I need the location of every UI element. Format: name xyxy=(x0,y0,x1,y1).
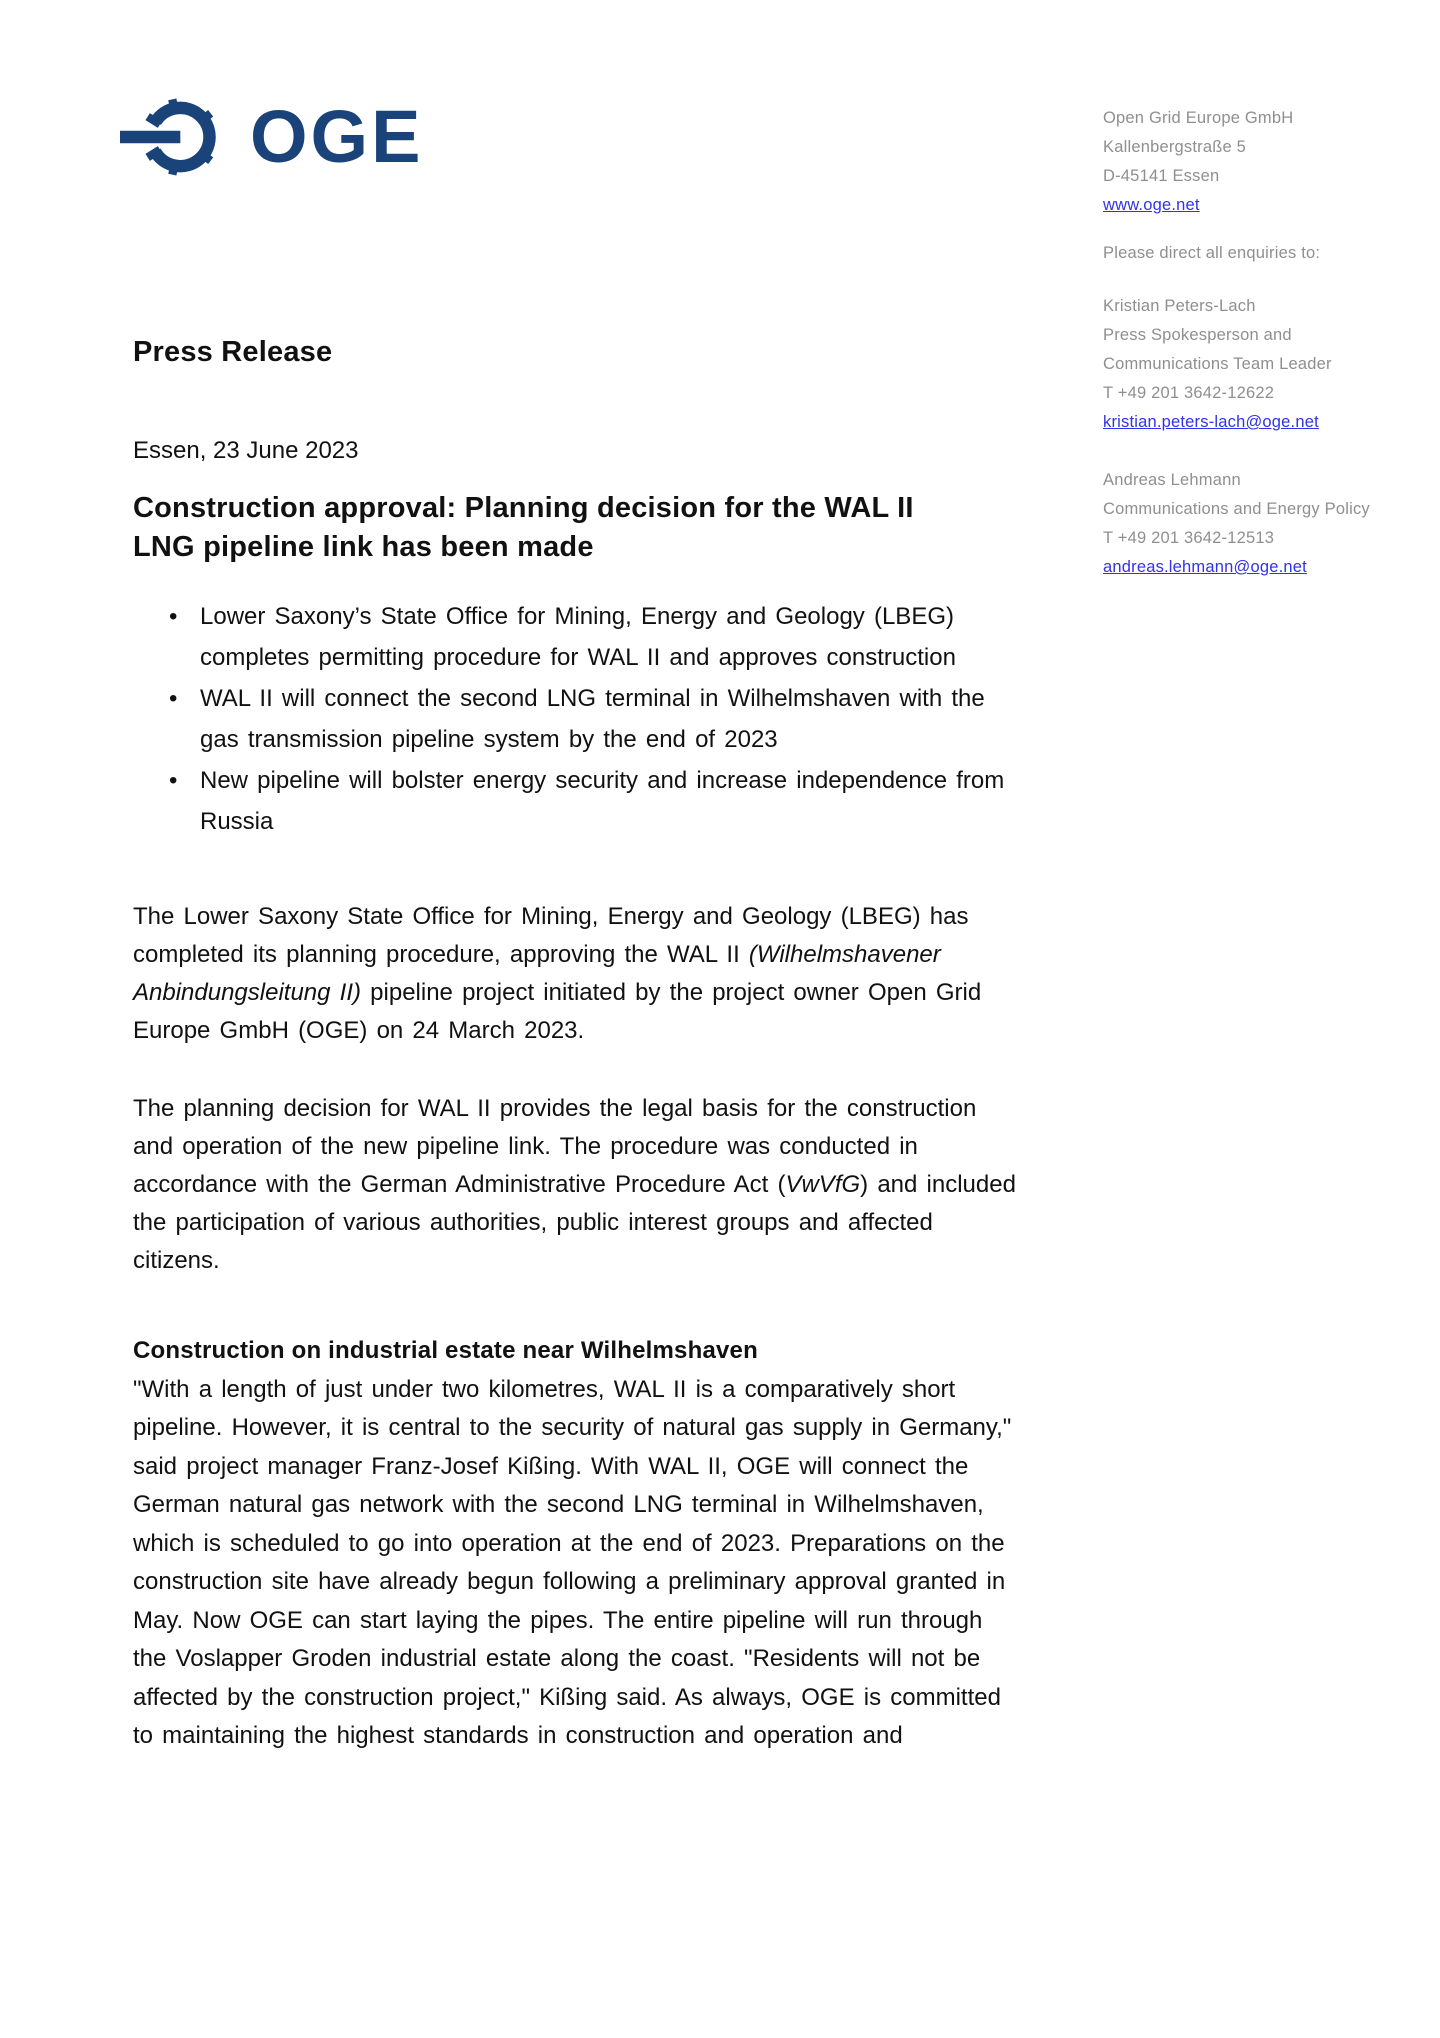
contact1-role-line2: Communications Team Leader xyxy=(1103,355,1332,373)
paragraph-text: The Lower Saxony State Office for Mining, Energy and Geology (LBEG) has completed its planning procedure, approving the WAL II xyxy=(133,903,969,968)
paragraph-italic-text: VwVfG xyxy=(785,1171,861,1198)
paragraph-legal-basis xyxy=(133,1090,1021,1280)
bullet-text: WAL II will connect the second LNG terminal in Wilhelmshaven with the gas transmission pipeline system by the end of 2023 xyxy=(200,685,985,753)
headline xyxy=(133,489,914,567)
company-name: Open Grid Europe GmbH xyxy=(1103,109,1294,127)
headline-line-1: Construction approval: Planning decision for the WAL II xyxy=(133,492,914,524)
oge-logo xyxy=(120,92,423,182)
oge-logo-icon xyxy=(120,92,224,182)
contact1-phone: T +49 201 3642-12622 xyxy=(1103,384,1275,402)
contact2-email-link[interactable]: andreas.lehmann@oge.net xyxy=(1103,558,1307,576)
bullet-text: New pipeline will bolster energy security and increase independence from Russia xyxy=(200,767,1005,835)
bullet-item xyxy=(133,596,1013,678)
contact-card-1 xyxy=(1103,292,1413,437)
contact-sidebar xyxy=(1103,104,1413,582)
company-street: Kallenbergstraße 5 xyxy=(1103,138,1247,156)
press-release-label: Press Release xyxy=(133,336,333,368)
paragraph-text: The planning decision for WAL II provides the legal basis for the construction and operation of the new pipeline link. The procedure was conducted in accordance with the German Administrative Procedure Act ( xyxy=(133,1095,977,1198)
construction-section xyxy=(133,1332,1021,1756)
bullet-text: Lower Saxony’s State Office for Mining, Energy and Geology (LBEG) completes permitting procedure for WAL II and approves construction xyxy=(200,603,956,671)
bullet-item xyxy=(133,760,1013,842)
contact2-name: Andreas Lehmann xyxy=(1103,471,1241,489)
contact2-phone: T +49 201 3642-12513 xyxy=(1103,529,1275,547)
oge-logo-text: OGE xyxy=(250,95,424,178)
paragraph-text: ) and included the participation of various authorities, public interest groups and affected citizens. xyxy=(133,1171,1016,1274)
company-address-block xyxy=(1103,104,1413,220)
dateline: Essen, 23 June 2023 xyxy=(133,437,359,464)
paragraph-construction: "With a length of just under two kilometres, WAL II is a comparatively short pipeline. However, it is central to the security of natural gas supply in Germany," said project manager Franz-Josef Kißing. With WAL II, OGE will connect the German natural gas network with the second LNG terminal in Wilhelmshaven, which is scheduled to go into operation at the end of 2023. Preparations on the construction site have already begun following a preliminary approval granted in May. Now OGE can start laying the pipes. The entire pipeline will run through the Voslapper Groden industrial estate along the coast. "Residents will not be affected by the construction project," Kißing said. As always, OGE is committed to maintaining the highest standards in construction and operation and xyxy=(133,1375,1012,1749)
company-city: D-45141 Essen xyxy=(1103,167,1220,185)
contact1-email-link[interactable]: kristian.peters-lach@oge.net xyxy=(1103,413,1319,431)
paragraph-italic-text: (Wilhelmshavener Anbindungsleitung II) xyxy=(133,941,941,1006)
bullet-item xyxy=(133,678,1013,760)
section-heading: Construction on industrial estate near Wilhelmshaven xyxy=(133,1337,758,1364)
headline-line-2: LNG pipeline link has been made xyxy=(133,531,594,563)
contact1-role-line1: Press Spokesperson and xyxy=(1103,326,1292,344)
summary-bullets xyxy=(133,596,1013,842)
contact2-role-line1: Communications and Energy Policy xyxy=(1103,500,1370,518)
company-website-link[interactable]: www.oge.net xyxy=(1103,196,1200,214)
contact-card-2 xyxy=(1103,466,1413,582)
contact1-name: Kristian Peters-Lach xyxy=(1103,297,1256,315)
enquiries-note: Please direct all enquiries to: xyxy=(1103,244,1321,262)
paragraph-approval xyxy=(133,898,1021,1050)
paragraph-text: pipeline project initiated by the project owner Open Grid Europe GmbH (OGE) on 24 March 2023. xyxy=(133,979,982,1044)
